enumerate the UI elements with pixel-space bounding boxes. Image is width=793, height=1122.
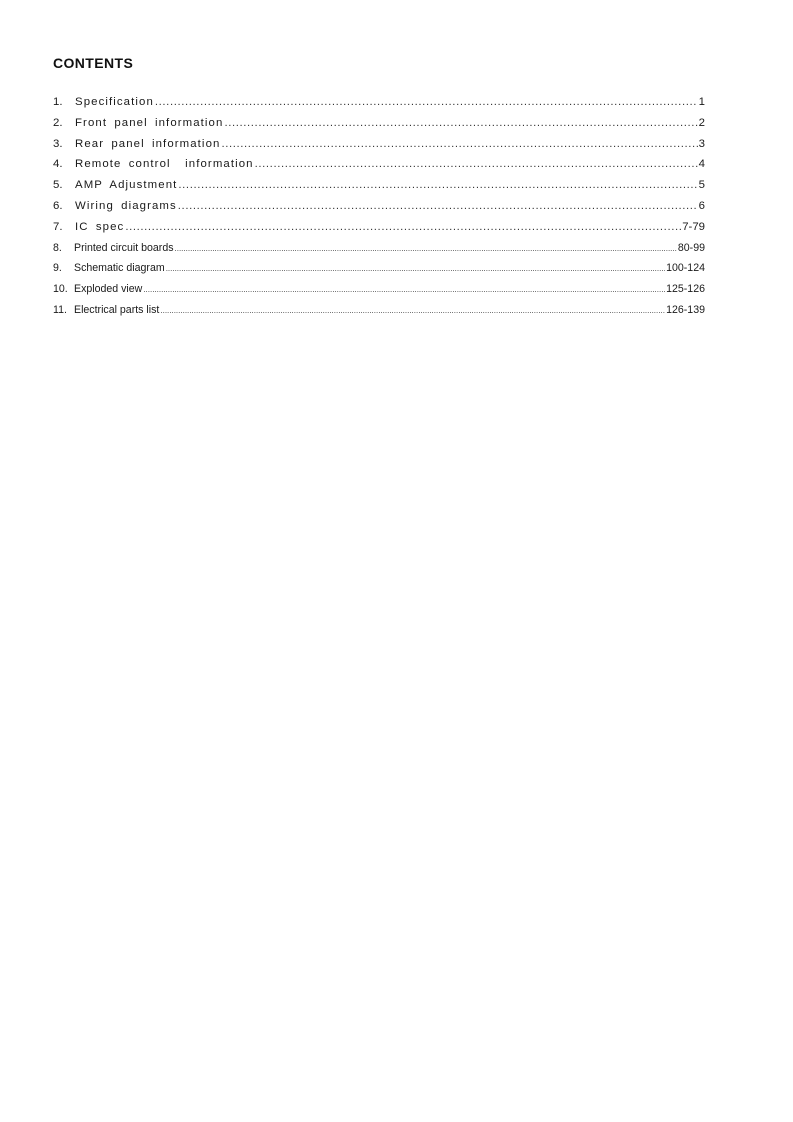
toc-entry-title: Printed circuit boards [74,241,174,254]
toc-entry-number: 5. [53,179,63,192]
contents-heading: CONTENTS [53,55,134,71]
dot-leader [178,179,697,191]
toc-entry-page: 2 [698,116,705,129]
dot-leader [175,244,677,253]
toc-entry-page: 80-99 [677,241,705,254]
toc-entry [53,117,705,138]
table-of-contents [53,96,705,325]
dot-leader [155,96,698,108]
toc-entry-number: 6. [53,199,63,212]
toc-entry-title: Rear panel information [75,137,221,150]
toc-entry-title: Electrical parts list [74,303,160,316]
dot-leader [178,200,698,212]
dot-leader [160,306,665,315]
toc-entry-number: 1. [53,96,63,108]
toc-entry [53,221,705,242]
toc-entry [53,96,705,117]
toc-entry-number: 9. [53,262,62,275]
toc-entry-page: 4 [698,158,705,171]
toc-entry-page: 125-126 [666,283,705,296]
toc-entry-title: AMP Adjustment [75,179,178,192]
toc-entry-number: 10. [53,283,68,296]
toc-entry-number: 3. [53,137,63,150]
toc-entry [53,242,705,263]
dot-leader [143,285,665,294]
toc-entry-number: 8. [53,241,62,254]
toc-entry [53,283,705,304]
toc-entry [53,179,705,200]
toc-entry-number: 7. [53,220,63,233]
toc-entry-title: Schematic diagram [74,262,165,275]
toc-entry-number: 11. [53,303,67,316]
toc-entry [53,158,705,179]
toc-entry [53,262,705,283]
toc-entry-page: 7-79 [682,220,705,233]
toc-entry-title: Front panel information [75,116,224,129]
toc-entry [53,304,705,325]
toc-entry [53,200,705,221]
toc-entry-title: IC spec [75,220,125,233]
toc-entry-number: 4. [53,158,63,171]
toc-entry-title: Exploded view [74,283,143,296]
dot-leader [255,158,698,170]
toc-entry [53,138,705,159]
toc-entry-title: Remote control information [75,158,254,171]
toc-entry-page: 3 [698,137,705,150]
dot-leader [125,221,681,233]
toc-entry-page: 6 [698,199,705,212]
toc-entry-page: 126-139 [666,303,705,316]
toc-entry-page: 100-124 [666,262,705,275]
toc-entry-title: Wiring diagrams [75,199,177,212]
toc-entry-page: 1 [698,96,705,108]
toc-entry-title: Specification [75,96,154,108]
dot-leader [166,264,665,273]
dot-leader [224,117,697,129]
dot-leader [221,138,697,150]
toc-entry-page: 5 [698,179,705,192]
toc-entry-number: 2. [53,116,63,129]
